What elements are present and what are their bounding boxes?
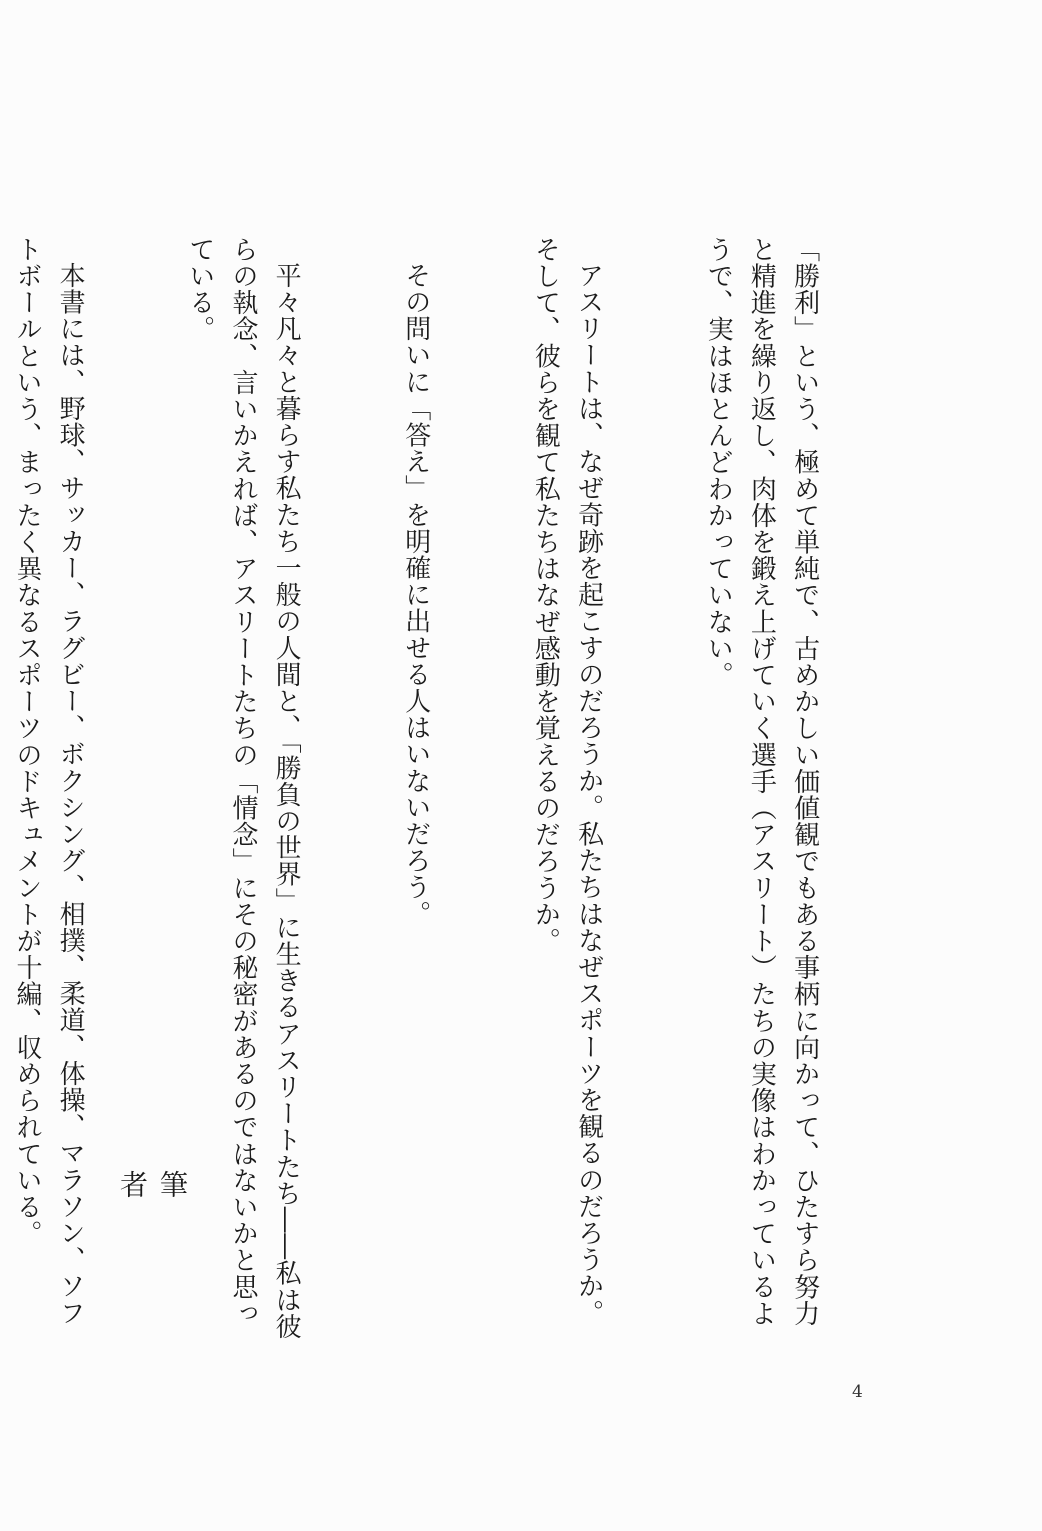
paragraph-5: 本書には、野球、サッカー、ラグビー、ボクシング、相撲、柔道、体操、マラソン、ソフトボールという、まったく異なるスポーツのドキュメントが十編、収められている。 (11, 236, 86, 1326)
author-signature: 筆者 (116, 1170, 189, 1222)
paragraph-4: 平々凡々と暮らす私たち一般の人間と、「勝負の世界」に生きるアスリートたち――私は彼らの執念、言いかえれば、アスリートたちの「情念」にその秘密があるのではないかと思っている。 (184, 236, 302, 1340)
paragraph-3: その問いに「答え」を明確に出せる人はいないだろう。 (400, 262, 431, 927)
paragraph-2: アスリートは、なぜ奇跡を起こすのだろうか。私たちはなぜスポーツを観るのだろうか。そして、彼らを観て私たちはなぜ感動を覚えるのだろうか。 (530, 236, 604, 1326)
paragraph-1: 「勝利」という、極めて単純で、古めかしい価値観でもある事柄に向かって、ひたすら努力と精進を繰り返し、肉体を鍛え上げていく選手（アスリート）たちの実像はわかっているようで、実はほとんどわかっていない。 (703, 236, 820, 1327)
page-number: 4 (852, 1382, 863, 1402)
